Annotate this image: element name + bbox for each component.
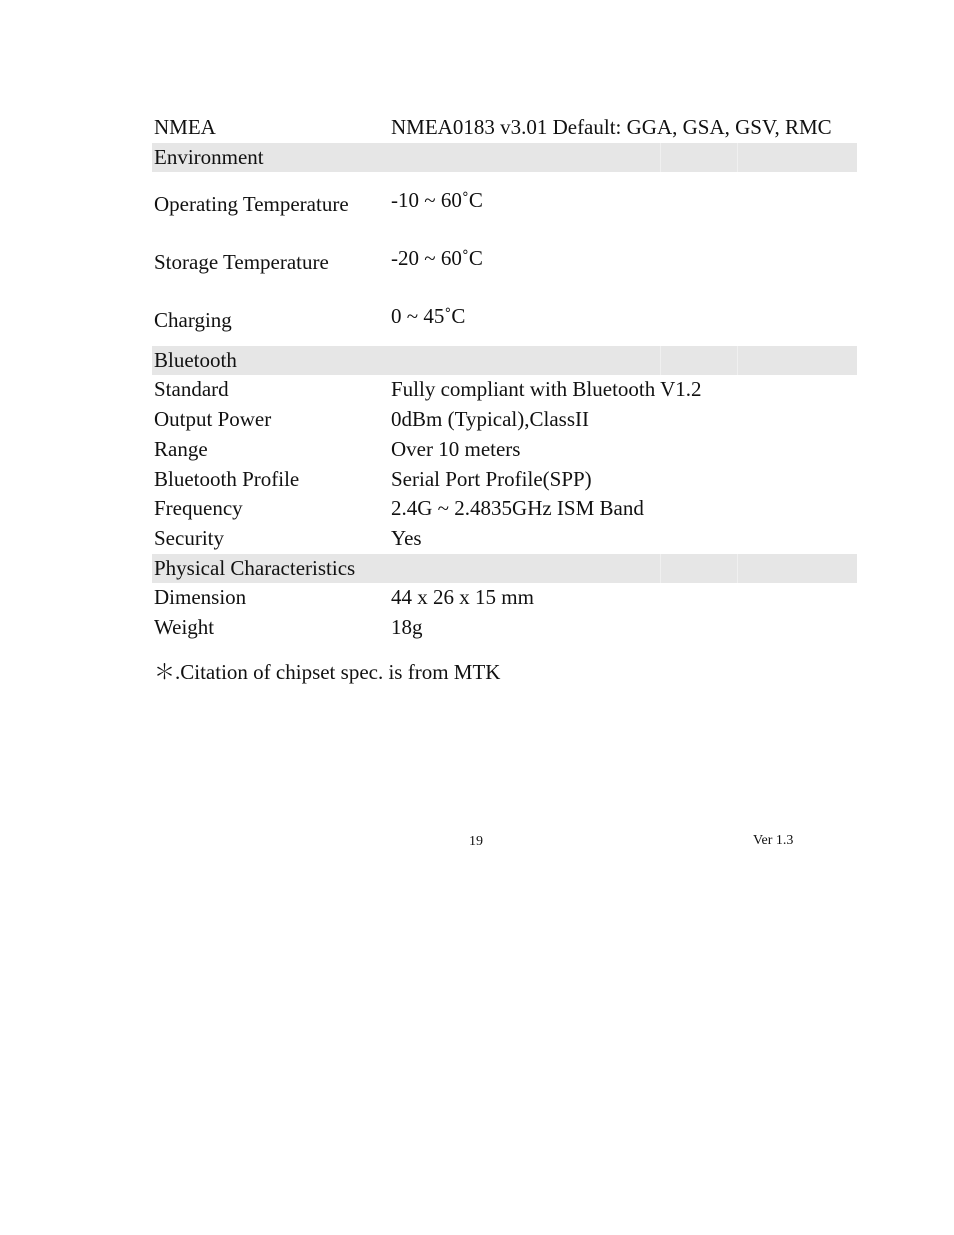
- page-number: 19: [469, 834, 483, 849]
- citation-note: ＊.Citation of chipset spec. is from MTK: [154, 660, 501, 684]
- spec-row-standard: [152, 375, 857, 405]
- spec-value: NMEA0183 v3.01 Default: GGA, GSA, GSV, RMC: [391, 115, 832, 140]
- spec-label: Dimension: [154, 584, 247, 609]
- spec-label: Security: [154, 526, 224, 551]
- spec-row-dimension: [152, 583, 857, 613]
- spec-value: 0 ~ 45˚C: [391, 304, 466, 329]
- spec-row-operating-temperature: [152, 172, 857, 230]
- section-heading-label: Environment: [154, 144, 264, 169]
- spec-row-security: [152, 524, 857, 554]
- spec-label: Operating Temperature: [154, 192, 349, 217]
- spec-value: -20 ~ 60˚C: [391, 246, 483, 271]
- spec-label: Output Power: [154, 406, 272, 431]
- spec-label: Range: [154, 436, 208, 461]
- spec-label: Weight: [154, 614, 215, 639]
- spec-row-range: [152, 434, 857, 464]
- spec-row-charging: [152, 288, 857, 346]
- spec-row-frequency: [152, 494, 857, 524]
- spec-row-nmea: [152, 113, 857, 143]
- spec-label: Bluetooth Profile: [154, 466, 300, 491]
- section-heading-physical: [152, 554, 857, 583]
- spec-value: Over 10 meters: [391, 436, 521, 461]
- spec-row-output-power: [152, 405, 857, 435]
- version-label: Ver 1.3: [753, 833, 794, 848]
- section-heading-label: Physical Characteristics: [154, 555, 356, 580]
- section-heading-label: Bluetooth: [154, 347, 237, 372]
- spec-value: Yes: [391, 526, 422, 551]
- section-heading-environment: [152, 143, 857, 172]
- spec-label: Standard: [154, 377, 229, 402]
- spec-label: Storage Temperature: [154, 250, 329, 275]
- spec-value: Fully compliant with Bluetooth V1.2: [391, 377, 702, 402]
- spec-row-storage-temperature: [152, 230, 857, 288]
- spec-value: 18g: [391, 614, 423, 639]
- spec-label: NMEA: [154, 115, 216, 140]
- spec-row-bluetooth-profile: [152, 464, 857, 494]
- spec-row-weight: [152, 612, 857, 642]
- section-heading-bluetooth: [152, 346, 857, 375]
- spec-label: Charging: [154, 308, 232, 333]
- spec-value: Serial Port Profile(SPP): [391, 466, 592, 491]
- spec-table: [152, 113, 857, 642]
- spec-value: 44 x 26 x 15 mm: [391, 584, 534, 609]
- spec-value: 0dBm (Typical),ClassII: [391, 406, 589, 431]
- spec-label: Frequency: [154, 496, 243, 521]
- spec-value: -10 ~ 60˚C: [391, 188, 483, 213]
- spec-value: 2.4G ~ 2.4835GHz ISM Band: [391, 496, 644, 521]
